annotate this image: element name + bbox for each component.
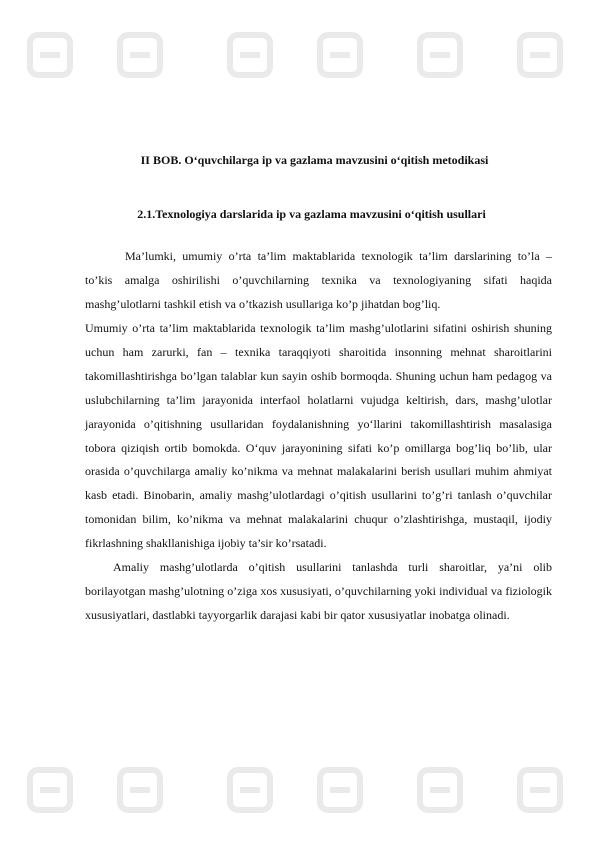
chapter-title: II BOB. O‘quvchilarga ip va gazlama mavzusini o‘qitish metodikasi (140, 153, 489, 167)
section-title: 2.1.Texnologiya darslarida ip va gazlama mavzusini o‘qitish usullari (137, 207, 486, 221)
paragraph-quality: Umumiy o’rta ta’lim maktablarida texnologik ta’lim mashg’ulotlarini sifatini oshirish shuning uchun ham zarurki, fan – texnika taraqqiyoti sharoitida insonning mehnat sharoitlarini takomillashtirishga bo’lgan talablar kun sayin oshib bormoqda. Shuning uchun ham pedagog va uslubchilarning ta’lim jarayonida interfaol holatlarni vujudga keltirish, dars, mashg’ulotlar jarayonida o’qitishning usullaridan foydalanishning yo‘llarini takomillashtirish masalasiga tobora qiziqish ortib bomokda. O‘quv jarayonining sifati ko’p omillarga bog’liq bo’lib, ular orasida o’quvchilarga amaliy ko’nikma va mehnat malakalarini berish usullari muhim ahmiyat kasb etadi. Binobarin, amaliy mashg’ulotlardagi o’qitish usullarini to’g’ri tanlash o’quvchilar tomonidan bilim, ko’nikma va mehnat malakalarini chuqur o’zlashtirishga, mustaqil, ijodiy fikrlashning shakllanishiga ijobiy ta’sir ko’rsatadi. (85, 321, 552, 551)
paragraph-method-selection: Amaliy mashg’ulotlarda o’qitish usullarini tanlashda turli sharoitlar, ya’ni olib borilayotgan mashg’ulotning o’ziga xos xususiyati, o’quvchilarning yoki individual va fiziologik xususiyatlari, dastlabki tayyorgarlik darajasi kabi bir qator xususiyatlar inobatga olinadi. (85, 560, 552, 622)
paragraph-intro: Ma’lumki, umumiy o’rta ta’lim maktablarida texnologik ta’lim darslarining to’la – to’kis amalga oshirilishi o’quvchilarning texnika va texnologiyaning sifati haqida mashg’ulotlarni tashkil etish va o’tkazish usullariga ko’p jihatdan bog’liq. (85, 249, 552, 311)
